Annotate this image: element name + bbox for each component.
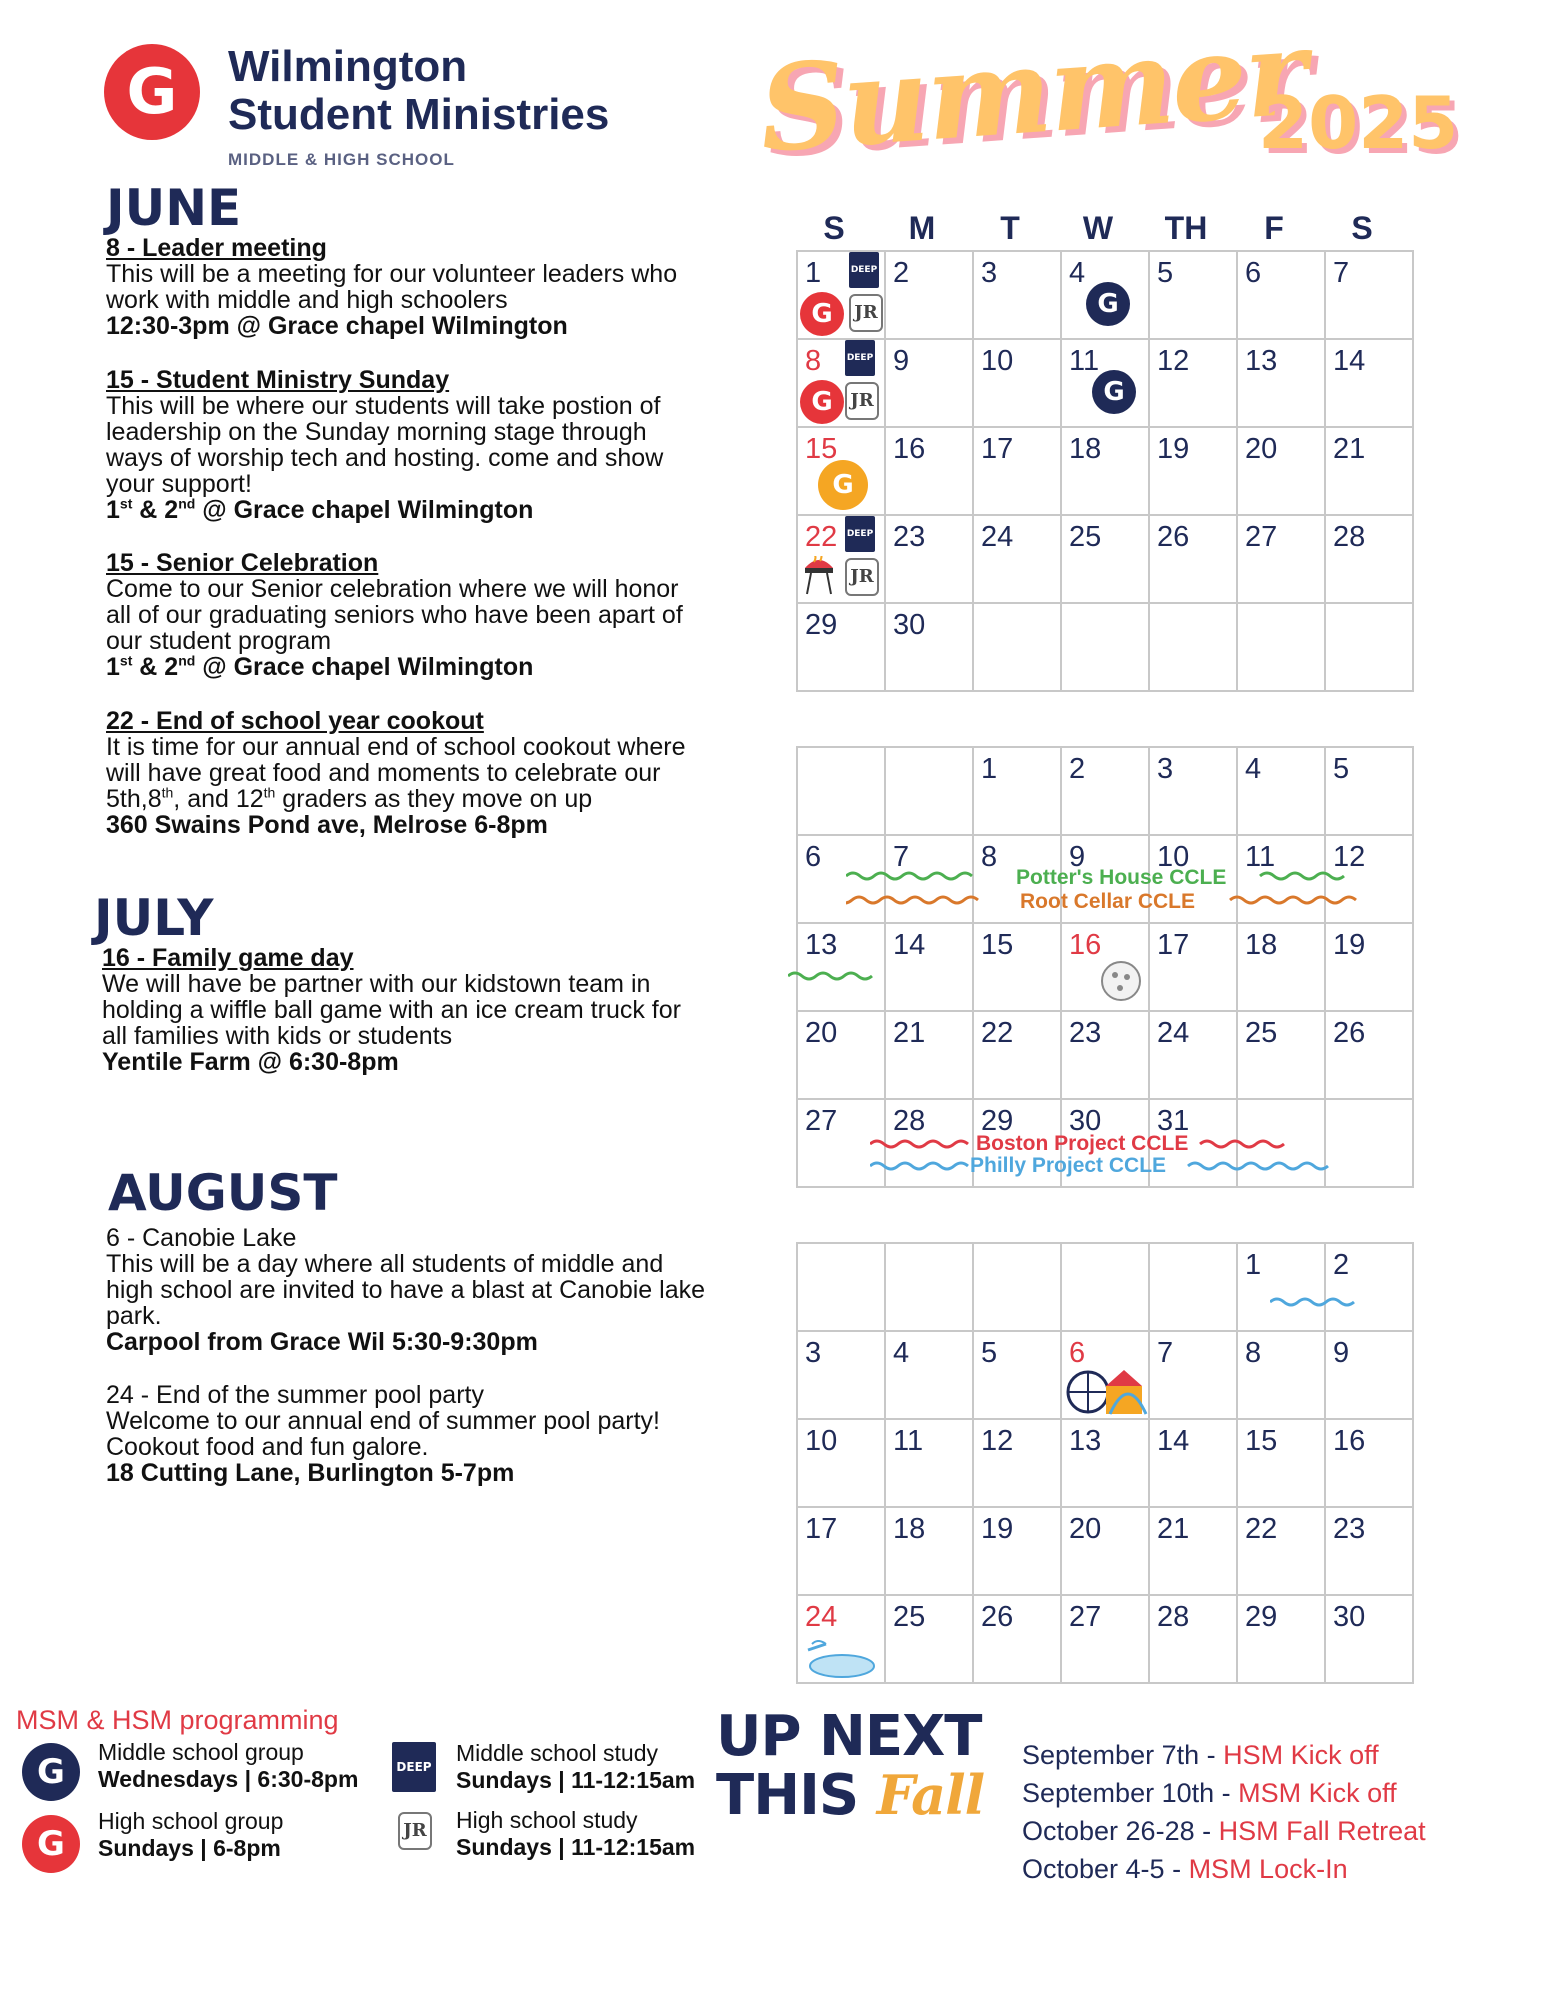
calendar-day-cell xyxy=(1150,604,1238,692)
day-number: 14 xyxy=(1157,1425,1190,1457)
day-number: 11 xyxy=(1245,841,1276,873)
calendar-day-cell xyxy=(1150,1596,1238,1684)
up-next-line2: THIS Fall xyxy=(716,1763,985,1828)
event-leader-meeting xyxy=(106,235,706,339)
event-title: 15 - Student Ministry Sunday xyxy=(106,366,450,394)
calendar-day-cell xyxy=(1150,924,1238,1012)
calendar-day-cell xyxy=(974,428,1062,516)
calendar-day-cell xyxy=(1238,1012,1326,1100)
calendar-day-cell xyxy=(1238,924,1326,1012)
calendar-day-cell xyxy=(1062,1596,1150,1684)
fall-event: October 26-28 - HSM Fall Retreat xyxy=(1022,1816,1426,1846)
middle-school-study-icon: DEEP xyxy=(392,1742,436,1792)
calendar-day-cell xyxy=(886,924,974,1012)
calendar-day-cell xyxy=(1326,340,1414,428)
event-pool-party xyxy=(106,1382,706,1486)
calendar-day-cell xyxy=(798,1420,886,1508)
calendar-day-cell xyxy=(1062,1420,1150,1508)
day-number: 1 xyxy=(1245,1249,1262,1281)
calendar-day-cell xyxy=(1238,1244,1326,1332)
calendar-day-cell xyxy=(1326,1420,1414,1508)
july-heading: JULY xyxy=(94,889,214,947)
day-number: 18 xyxy=(1069,433,1102,465)
calendar-day-cell xyxy=(1238,340,1326,428)
logo-icon: G xyxy=(104,44,200,140)
day-number: 29 xyxy=(805,609,838,641)
calendar-day-cell xyxy=(1326,748,1414,836)
band-boston-project: Boston Project CCLE xyxy=(976,1132,1189,1155)
calendar-day-cell xyxy=(1150,1420,1238,1508)
calendar-day-cell xyxy=(1062,748,1150,836)
calendar-day-cell xyxy=(974,252,1062,340)
event-desc: This will be a meeting for our volunteer leaders who work with middle and high schoolers xyxy=(106,260,678,314)
grill-icon xyxy=(802,556,836,596)
calendar-day-cell xyxy=(974,340,1062,428)
ccle-wave-continued xyxy=(788,968,884,984)
day-number: 5 xyxy=(1333,753,1350,785)
day-number: 22 xyxy=(981,1017,1014,1049)
event-desc: Welcome to our annual end of summer pool party! Cookout food and fun galore. xyxy=(106,1407,660,1461)
day-number: 31 xyxy=(1157,1105,1190,1137)
day-number: 17 xyxy=(1157,929,1190,961)
calendar-day-cell xyxy=(974,1332,1062,1420)
event-title: 16 - Family game day xyxy=(102,944,354,972)
day-number: 18 xyxy=(893,1513,926,1545)
event-desc: Come to our Senior celebration where we will honor all of our graduating seniors who have been apart of our student program xyxy=(106,575,683,655)
event-student-ministry-sunday xyxy=(106,367,706,523)
calendar-day-cell xyxy=(1150,1012,1238,1100)
day-number: 14 xyxy=(893,929,926,961)
legend-item-name: High school study xyxy=(456,1807,638,1833)
day-number: 6 xyxy=(1069,1337,1086,1369)
event-location: 360 Swains Pond ave, Melrose 6-8pm xyxy=(106,811,548,839)
band-philly-project: Philly Project CCLE xyxy=(970,1154,1167,1177)
calendar-day-cell xyxy=(974,1596,1062,1684)
calendar-day-cell xyxy=(1238,1420,1326,1508)
day-number: 23 xyxy=(1069,1017,1102,1049)
day-number: 1 xyxy=(981,753,998,785)
day-number: 20 xyxy=(1069,1513,1102,1545)
legend-item-time: Wednesdays | 6:30-8pm xyxy=(98,1766,359,1792)
calendar-day-cell xyxy=(1062,1244,1150,1332)
day-number: 21 xyxy=(893,1017,926,1049)
calendar-day-cell xyxy=(1238,252,1326,340)
day-number: 23 xyxy=(1333,1513,1366,1545)
calendar-day-cell xyxy=(1150,252,1238,340)
high-school-study-icon: JR xyxy=(845,558,879,596)
amusement-park-icon xyxy=(1066,1358,1150,1418)
calendar-day-cell xyxy=(1150,1244,1238,1332)
calendar-day-cell xyxy=(1238,1332,1326,1420)
calendar-day-cell xyxy=(886,340,974,428)
band-potters-house: Potter's House CCLE xyxy=(1016,866,1227,889)
calendar-day-cell xyxy=(1238,1508,1326,1596)
day-number: 15 xyxy=(981,929,1014,961)
day-number: 23 xyxy=(893,521,926,553)
calendar-day-cell xyxy=(1326,428,1414,516)
calendar-day-cell xyxy=(886,428,974,516)
day-number: 25 xyxy=(893,1601,926,1633)
calendar-day-cell xyxy=(1326,252,1414,340)
day-number: 5 xyxy=(1157,257,1174,289)
middle-school-study-icon: DEEP xyxy=(845,340,875,376)
calendar-day-cell xyxy=(1150,1508,1238,1596)
day-number: 4 xyxy=(893,1337,910,1369)
calendar-day-cell xyxy=(886,1244,974,1332)
event-family-game-day xyxy=(102,945,702,1075)
up-next-line1: UP NEXT xyxy=(716,1704,982,1769)
calendar-day-cell xyxy=(886,748,974,836)
org-name-line2: Student Ministries xyxy=(228,90,610,139)
day-number: 19 xyxy=(1157,433,1190,465)
event-location: Yentile Farm @ 6:30-8pm xyxy=(102,1048,399,1076)
event-location: 1st & 2nd @ Grace chapel Wilmington xyxy=(106,652,534,681)
day-number: 4 xyxy=(1069,257,1086,289)
calendar-day-cell xyxy=(798,604,886,692)
calendar-day-cell xyxy=(886,1332,974,1420)
middle-school-study-icon: DEEP xyxy=(845,516,875,552)
day-number: 10 xyxy=(1157,841,1190,873)
day-number: 25 xyxy=(1069,521,1102,553)
calendar-day-cell xyxy=(1238,748,1326,836)
middle-school-study-icon: DEEP xyxy=(849,252,879,288)
calendar-day-cell xyxy=(974,604,1062,692)
calendar-day-cell xyxy=(1062,516,1150,604)
event-location: 1st & 2nd @ Grace chapel Wilmington xyxy=(106,495,534,524)
event-location: Carpool from Grace Wil 5:30-9:30pm xyxy=(106,1328,538,1356)
day-number: 18 xyxy=(1245,929,1278,961)
day-number: 6 xyxy=(1245,257,1262,289)
high-school-study-icon: JR xyxy=(845,382,879,420)
day-number: 13 xyxy=(805,929,838,961)
band-root-cellar: Root Cellar CCLE xyxy=(1020,890,1196,913)
calendar-day-cell xyxy=(974,1420,1062,1508)
legend-item-name: Middle school group xyxy=(98,1739,304,1765)
calendar-day-cell xyxy=(798,748,886,836)
day-number: 20 xyxy=(1245,433,1278,465)
day-number: 3 xyxy=(981,257,998,289)
middle-school-group-icon: G xyxy=(1086,282,1130,326)
day-number: 10 xyxy=(981,345,1014,377)
up-next-heading xyxy=(716,1704,985,1828)
calendar-day-cell xyxy=(1326,1332,1414,1420)
calendar-day-cell xyxy=(974,1508,1062,1596)
event-title: 6 - Canobie Lake xyxy=(106,1224,297,1252)
day-number: 28 xyxy=(1333,521,1366,553)
day-number: 26 xyxy=(981,1601,1014,1633)
dow-mon: M xyxy=(908,210,936,246)
event-desc: It is time for our annual end of school cookout where will have great food and moments to celebrate our 5th,8th, and 12th graders as they move on up xyxy=(106,733,686,813)
calendar-day-cell xyxy=(798,1012,886,1100)
legend-item-name: High school group xyxy=(98,1808,284,1834)
day-number: 27 xyxy=(1245,521,1278,553)
dow-thu: TH xyxy=(1164,210,1208,246)
event-location: 12:30-3pm @ Grace chapel Wilmington xyxy=(106,312,568,340)
dow-wed: W xyxy=(1082,210,1114,246)
calendar-day-cell xyxy=(1326,604,1414,692)
calendar-day-cell xyxy=(1062,1012,1150,1100)
legend-high-school-study xyxy=(456,1807,695,1861)
day-number: 12 xyxy=(981,1425,1014,1457)
calendar-day-cell xyxy=(974,516,1062,604)
day-number: 16 xyxy=(893,433,926,465)
fall-event: September 7th - HSM Kick off xyxy=(1022,1740,1379,1770)
calendar-day-cell xyxy=(886,1596,974,1684)
legend-item-time: Sundays | 6-8pm xyxy=(98,1835,281,1861)
dow-sun: S xyxy=(823,210,845,246)
calendar-day-cell xyxy=(1238,1596,1326,1684)
calendar-day-cell xyxy=(1150,516,1238,604)
day-number: 27 xyxy=(1069,1601,1102,1633)
high-school-group-icon: G xyxy=(800,292,844,336)
day-number: 17 xyxy=(981,433,1014,465)
calendar-day-cell xyxy=(886,516,974,604)
day-number: 21 xyxy=(1333,433,1366,465)
calendar-day-cell xyxy=(1062,428,1150,516)
legend-middle-school-study xyxy=(456,1740,695,1794)
day-number: 13 xyxy=(1245,345,1278,377)
day-number: 11 xyxy=(893,1425,924,1457)
day-number: 30 xyxy=(1069,1105,1102,1137)
calendar-day-cell xyxy=(798,1508,886,1596)
high-school-group-icon: G xyxy=(800,380,844,424)
calendar-day-cell xyxy=(1150,428,1238,516)
calendar-day-cell xyxy=(1326,924,1414,1012)
legend-title: MSM & HSM programming xyxy=(16,1705,339,1735)
calendar-day-cell xyxy=(1326,1012,1414,1100)
day-number: 21 xyxy=(1157,1513,1190,1545)
calendar-day-cell xyxy=(886,1420,974,1508)
day-number: 7 xyxy=(1157,1337,1174,1369)
day-number: 7 xyxy=(1333,257,1350,289)
day-number: 27 xyxy=(805,1105,838,1137)
day-number: 9 xyxy=(893,345,910,377)
calendar-day-cell xyxy=(1238,604,1326,692)
event-cookout xyxy=(106,708,706,838)
day-number: 9 xyxy=(1069,841,1086,873)
day-number: 2 xyxy=(893,257,910,289)
dow-fri: F xyxy=(1264,210,1284,246)
day-number: 20 xyxy=(805,1017,838,1049)
day-number: 16 xyxy=(1069,929,1102,961)
senior-celebration-icon: G xyxy=(818,460,868,510)
calendar-day-cell xyxy=(1150,1332,1238,1420)
day-number: 12 xyxy=(1157,345,1190,377)
middle-school-group-icon: G xyxy=(22,1743,80,1801)
calendar-day-cell xyxy=(886,1508,974,1596)
day-number: 5 xyxy=(981,1337,998,1369)
day-number: 30 xyxy=(893,609,926,641)
june-heading: JUNE xyxy=(106,179,242,237)
ccle-wave-august xyxy=(1270,1294,1364,1310)
day-number: 7 xyxy=(893,841,910,873)
calendar-day-cell xyxy=(798,1244,886,1332)
dow-sat: S xyxy=(1351,210,1373,246)
day-number: 10 xyxy=(805,1425,838,1457)
calendar-day-cell xyxy=(974,1012,1062,1100)
fall-event: October 4-5 - MSM Lock-In xyxy=(1022,1854,1348,1884)
legend-high-school-group xyxy=(98,1808,283,1862)
day-number: 25 xyxy=(1245,1017,1278,1049)
high-school-study-icon: JR xyxy=(849,294,883,332)
day-number: 8 xyxy=(981,841,998,873)
calendar-day-cell xyxy=(1326,516,1414,604)
high-school-study-icon: JR xyxy=(398,1812,432,1850)
calendar-day-cell xyxy=(1326,1244,1414,1332)
event-title: 22 - End of school year cookout xyxy=(106,707,484,735)
calendar-day-cell xyxy=(974,924,1062,1012)
legend-middle-school-group xyxy=(98,1739,358,1793)
org-subtitle: MIDDLE & HIGH SCHOOL xyxy=(228,150,455,169)
day-number: 3 xyxy=(805,1337,822,1369)
event-title: 15 - Senior Celebration xyxy=(106,549,379,577)
banner-year: 2025 xyxy=(1258,81,1459,165)
day-number: 14 xyxy=(1333,345,1366,377)
calendar-day-cell xyxy=(886,1012,974,1100)
calendar-day-cell xyxy=(1326,1596,1414,1684)
day-number: 11 xyxy=(1069,345,1100,377)
day-number: 8 xyxy=(805,345,822,377)
event-desc: We will have be partner with our kidstown team in holding a wiffle ball game with an ice cream truck for all families with kids or students xyxy=(102,970,681,1050)
event-desc: This will be a day where all students of middle and high school are invited to have a blast at Canobie lake park. xyxy=(106,1250,705,1330)
day-number: 17 xyxy=(805,1513,838,1545)
legend-item-time: Sundays | 11-12:15am xyxy=(456,1767,696,1793)
event-title: 24 - End of the summer pool party xyxy=(106,1381,484,1409)
event-canobie-lake xyxy=(106,1225,706,1355)
day-number: 24 xyxy=(805,1601,838,1633)
day-number: 6 xyxy=(805,841,822,873)
day-number: 13 xyxy=(1069,1425,1102,1457)
calendar-day-cell xyxy=(1062,1508,1150,1596)
calendar-day-cell xyxy=(1150,748,1238,836)
event-senior-celebration xyxy=(106,550,706,680)
pool-icon xyxy=(804,1640,876,1680)
day-number: 8 xyxy=(1245,1337,1262,1369)
day-number: 26 xyxy=(1157,521,1190,553)
day-number: 29 xyxy=(1245,1601,1278,1633)
day-number: 24 xyxy=(981,521,1014,553)
calendar-day-cell xyxy=(974,748,1062,836)
day-number: 15 xyxy=(1245,1425,1278,1457)
legend-item-name: Middle school study xyxy=(456,1740,658,1766)
day-number: 29 xyxy=(981,1105,1014,1137)
calendar-day-cell xyxy=(886,604,974,692)
day-number: 28 xyxy=(1157,1601,1190,1633)
calendar-day-cell xyxy=(1326,1508,1414,1596)
banner-title: Summer xyxy=(755,2,1310,179)
day-number: 19 xyxy=(1333,929,1366,961)
calendar-day-cell xyxy=(974,1244,1062,1332)
middle-school-group-icon: G xyxy=(1092,370,1136,414)
calendar-day-cell xyxy=(798,1332,886,1420)
day-number: 28 xyxy=(893,1105,926,1137)
day-number: 12 xyxy=(1333,841,1366,873)
event-desc: This will be where our students will take postion of leadership on the Sunday morning stage through ways of worship tech and hosting. come and show your support! xyxy=(106,392,664,498)
event-title: 8 - Leader meeting xyxy=(106,234,327,262)
fall-event: September 10th - MSM Kick off xyxy=(1022,1778,1397,1808)
up-next-fall: Fall xyxy=(876,1763,985,1827)
high-school-group-icon: G xyxy=(22,1815,80,1873)
day-number: 19 xyxy=(981,1513,1014,1545)
dow-tue: T xyxy=(1000,210,1020,246)
legend-item-time: Sundays | 11-12:15am xyxy=(456,1834,696,1860)
august-heading: AUGUST xyxy=(108,1164,338,1222)
day-number: 4 xyxy=(1245,753,1262,785)
day-number: 22 xyxy=(805,521,838,553)
day-number: 2 xyxy=(1333,1249,1350,1281)
day-number: 1 xyxy=(805,257,822,289)
day-number: 22 xyxy=(1245,1513,1278,1545)
day-number: 15 xyxy=(805,433,838,465)
day-number: 9 xyxy=(1333,1337,1350,1369)
wiffle-ball-icon xyxy=(1100,960,1142,1002)
calendar-day-cell xyxy=(1238,516,1326,604)
day-number: 24 xyxy=(1157,1017,1190,1049)
day-number: 2 xyxy=(1069,753,1086,785)
org-name-line1: Wilmington xyxy=(228,42,468,91)
day-number: 30 xyxy=(1333,1601,1366,1633)
calendar-day-cell xyxy=(1238,428,1326,516)
calendar-day-cell xyxy=(1150,340,1238,428)
day-number: 3 xyxy=(1157,753,1174,785)
calendar-day-cell xyxy=(1062,604,1150,692)
calendar-day-cell xyxy=(886,252,974,340)
event-location: 18 Cutting Lane, Burlington 5-7pm xyxy=(106,1459,515,1487)
day-number: 26 xyxy=(1333,1017,1366,1049)
day-number: 16 xyxy=(1333,1425,1366,1457)
